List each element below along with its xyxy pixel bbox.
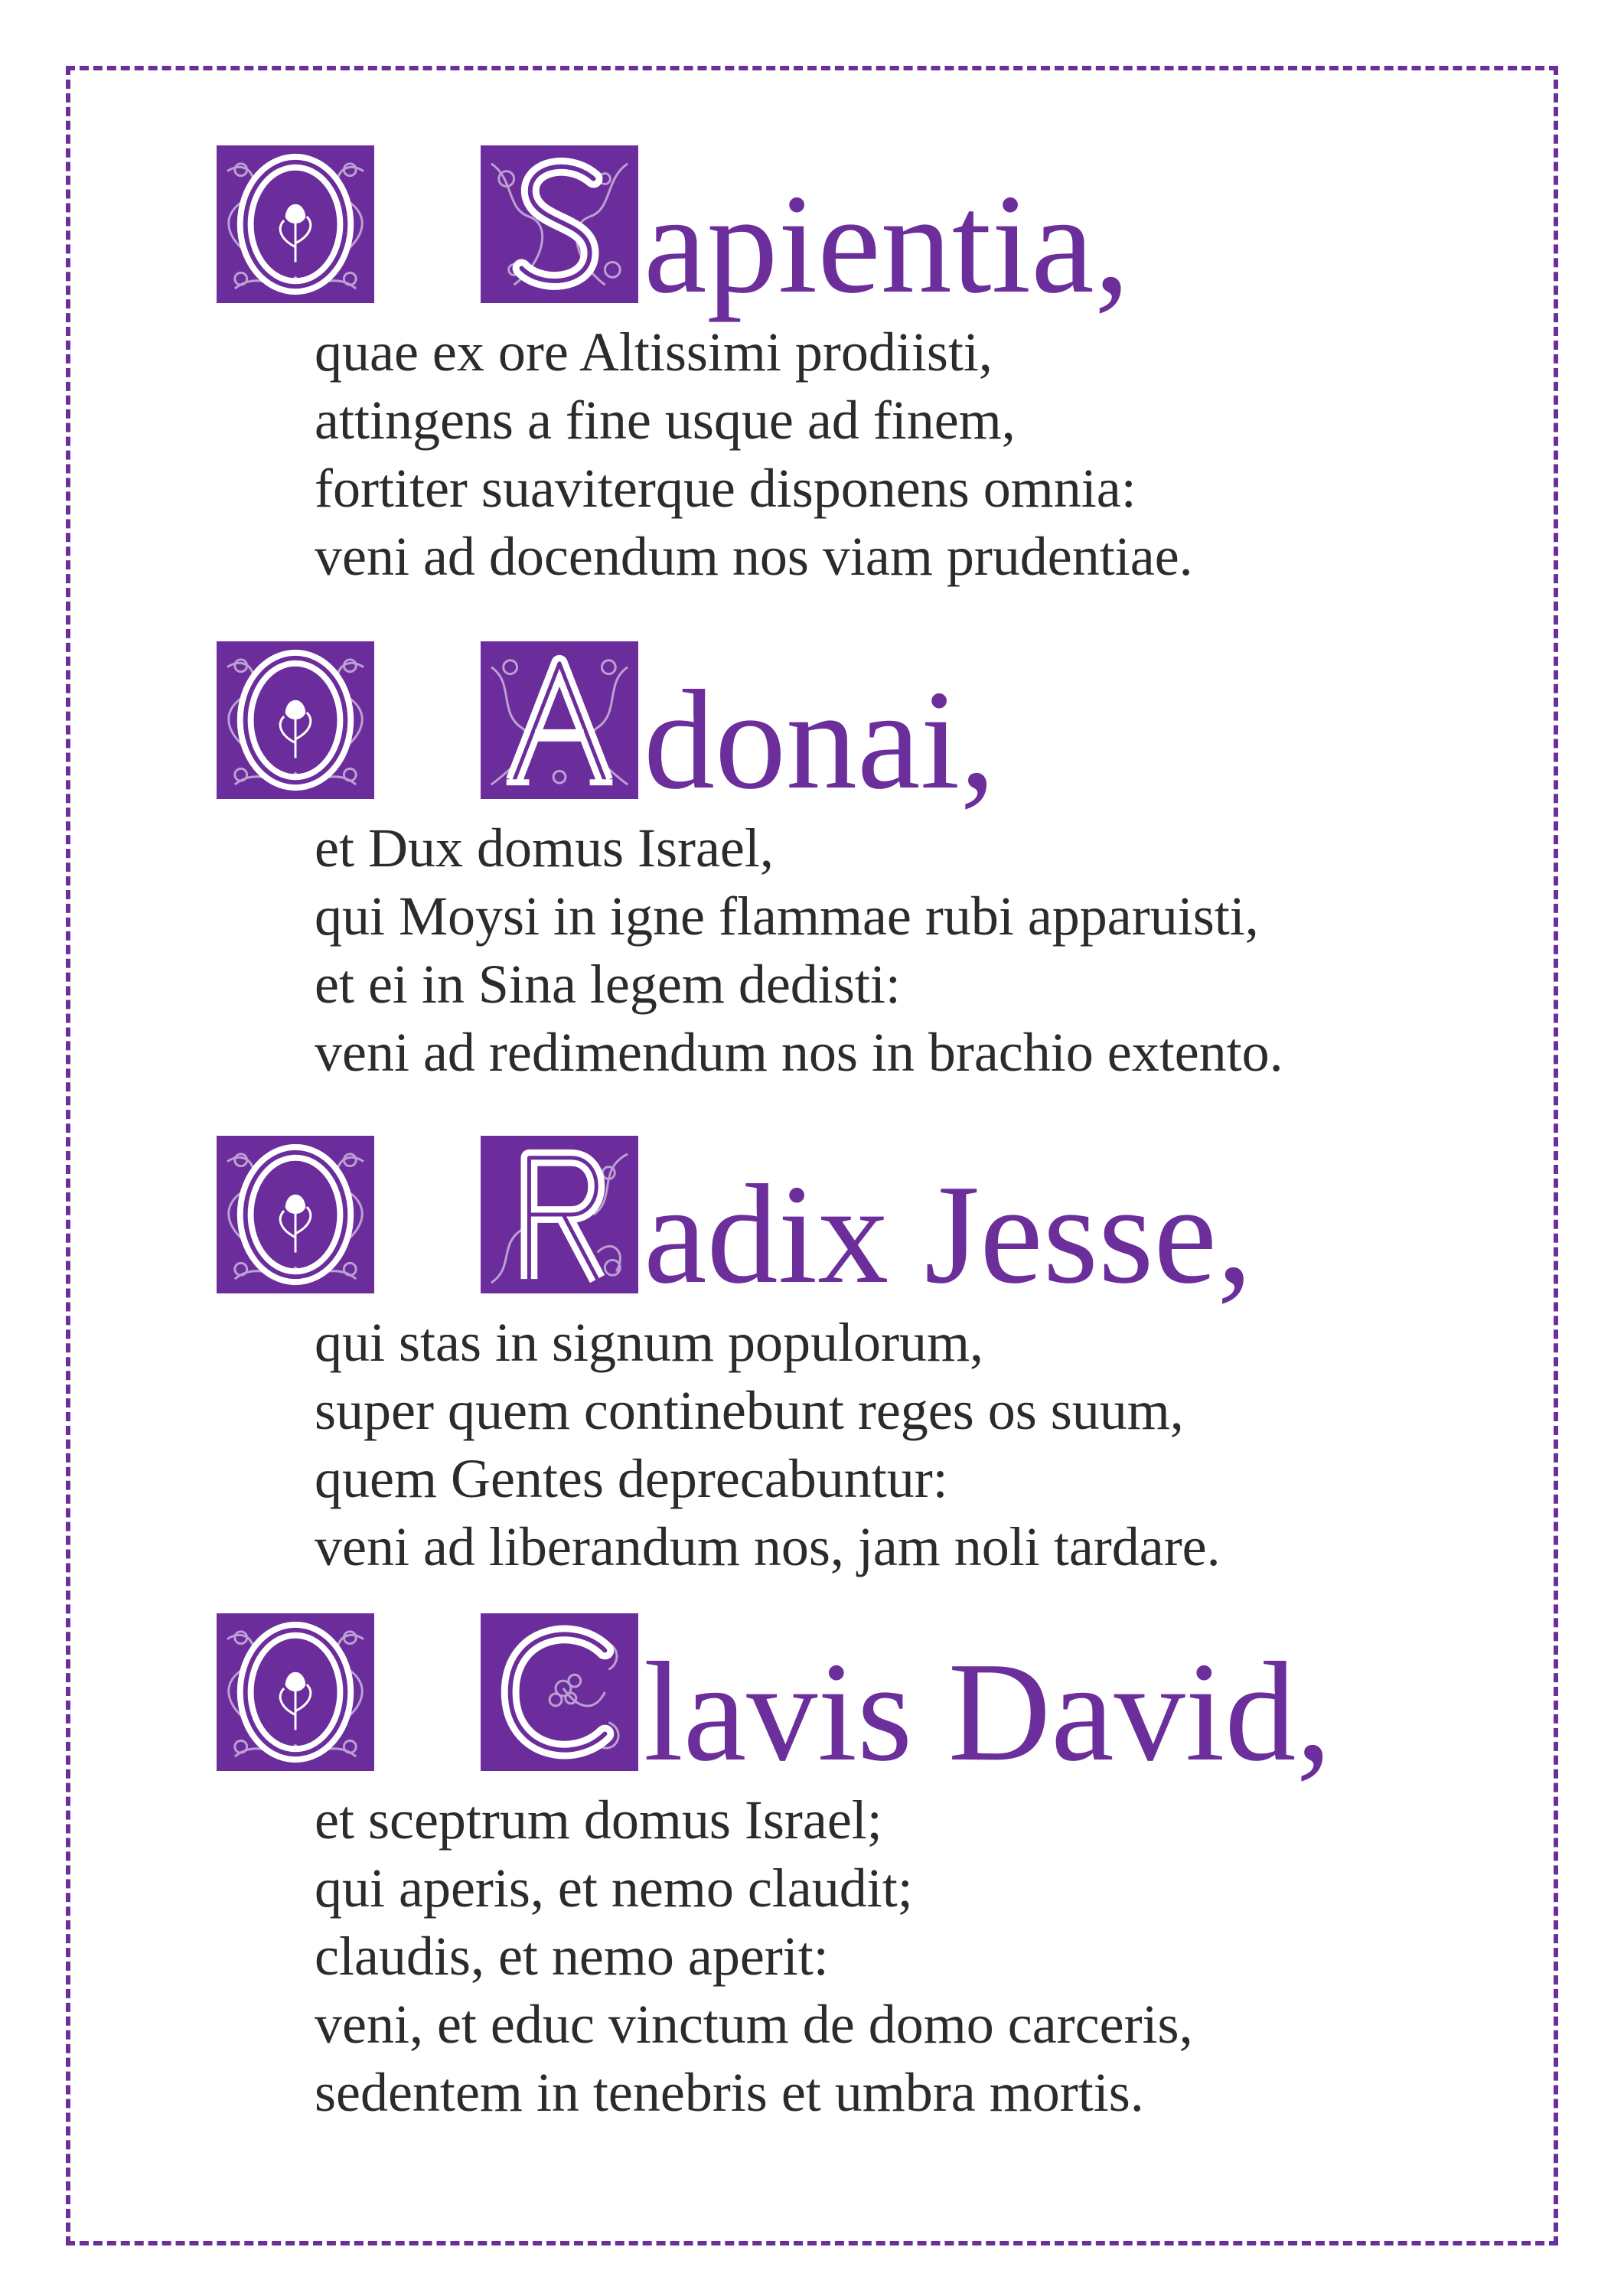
verse-line: veni, et educ vinctum de domo carceris, [315,1994,1193,2055]
antiphon-clavis-david [217,1613,1518,2127]
floral-initial-r-icon [484,1139,635,1290]
antiphon-sapientia [217,145,1518,591]
antiphon-title-rest: apientia, [644,165,1130,323]
antiphon-heading [217,145,1518,323]
verse-line: veni ad docendum nos viam prudentiae. [315,526,1193,587]
floral-initial-o-icon [220,148,371,300]
antiphon-title-rest: donai, [644,661,996,819]
verse-line: claudis, et nemo aperit: [315,1926,829,1987]
verse-line: qui Moysi in igne flammae rubi apparuisti, [315,885,1259,947]
antiphon-heading [217,641,1518,819]
antiphon-verse [315,1309,1518,1581]
verse-line: et sceptrum domus Israel; [315,1789,882,1851]
floral-initial-o-icon [220,1139,371,1290]
floral-initial-o-icon [220,644,371,796]
floral-initial-s-icon [484,148,635,300]
antiphon-verse [315,814,1518,1087]
antiphon-verse [315,318,1518,591]
antiphon-title-rest: lavis David, [644,1633,1332,1791]
decorated-initial-o [217,145,374,303]
verse-line: veni ad liberandum nos, jam noli tardare. [315,1516,1221,1577]
floral-initial-a-icon [484,644,635,796]
verse-line: qui aperis, et nemo claudit; [315,1857,913,1919]
antiphon-heading [217,1613,1518,1791]
antiphon-radix-jesse [217,1136,1518,1581]
decorated-initial-s [481,145,638,303]
decorated-initial-c [481,1613,638,1771]
decorated-initial-o [217,641,374,799]
verse-line: fortiter suaviterque disponens omnia: [315,458,1136,519]
decorated-initial-a [481,641,638,799]
floral-initial-c-icon [484,1616,635,1768]
decorated-initial-o [217,1136,374,1293]
verse-line: attingens a fine usque ad finem, [315,390,1016,451]
verse-line: et Dux domus Israel, [315,817,774,879]
verse-line: super quem continebunt reges os suum, [315,1380,1184,1441]
antiphon-verse [315,1786,1518,2127]
decorated-initial-o [217,1613,374,1771]
antiphon-heading [217,1136,1518,1313]
verse-line: et ei in Sina legem dedisti: [315,954,901,1015]
antiphon-title-rest: adix Jesse, [644,1156,1253,1313]
verse-line: sedentem in tenebris et umbra mortis. [315,2062,1144,2123]
verse-line: quae ex ore Altissimi prodiisti, [315,321,993,383]
decorated-initial-r [481,1136,638,1293]
floral-initial-o-icon [220,1616,371,1768]
verse-line: veni ad redimendum nos in brachio extento. [315,1022,1283,1083]
verse-line: qui stas in signum populorum, [315,1312,984,1373]
antiphon-adonai [217,641,1518,1087]
verse-line: quem Gentes deprecabuntur: [315,1448,948,1509]
